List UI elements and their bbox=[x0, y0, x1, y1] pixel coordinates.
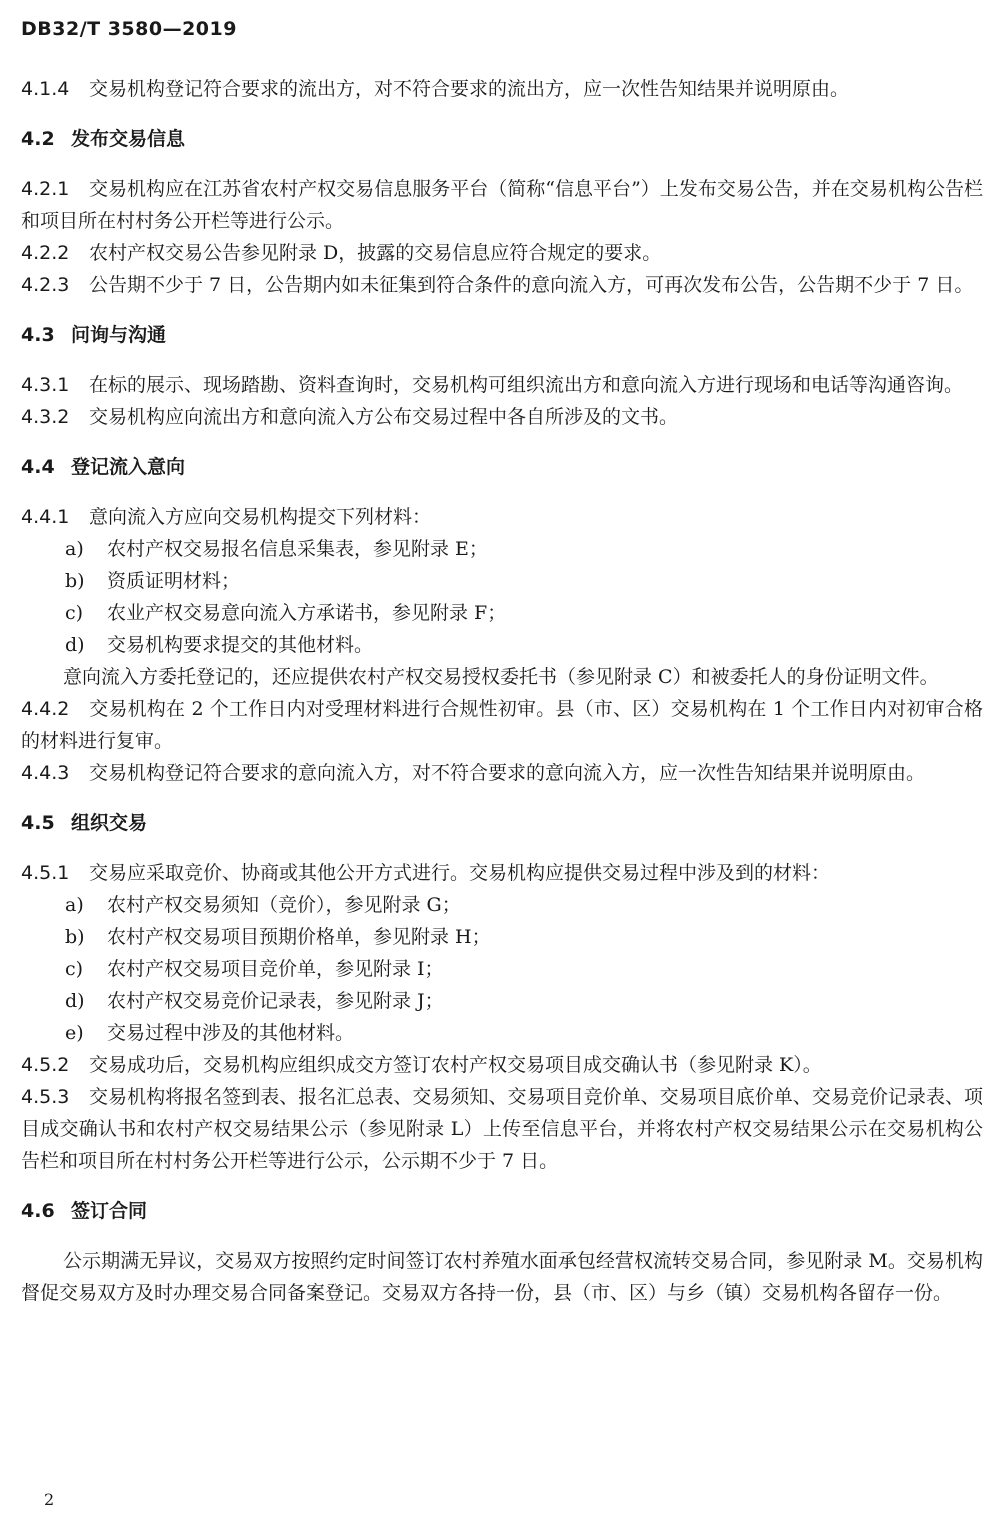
clause-number: 4.3.1 bbox=[21, 374, 70, 396]
list-item-text: 农村产权交易项目预期价格单，参见附录 H； bbox=[107, 926, 491, 948]
clause-4-5-1 bbox=[21, 857, 983, 889]
section-heading-4-4 bbox=[21, 451, 983, 483]
clause-4-3-1 bbox=[21, 369, 983, 401]
clause-number: 4.2.2 bbox=[21, 242, 70, 264]
clause-4-3-2 bbox=[21, 401, 983, 433]
document-body bbox=[21, 73, 983, 1309]
list-marker: d) bbox=[65, 990, 85, 1012]
list-item-text: 农村产权交易须知（竞价），参见附录 G； bbox=[107, 894, 461, 916]
clause-4-5-3 bbox=[21, 1081, 983, 1177]
list-marker: c) bbox=[65, 958, 84, 980]
clause-4-4-3 bbox=[21, 757, 983, 789]
list-marker: e) bbox=[65, 1022, 84, 1044]
clause-text: 交易机构应在江苏省农村产权交易信息服务平台（简称“信息平台”）上发布交易公告，并在交易机构公告栏和项目所在村村务公开栏等进行公示。 bbox=[21, 178, 983, 232]
list-item-text: 农村产权交易项目竞价单，参见附录 I； bbox=[107, 958, 444, 980]
standard-code-header: DB32/T 3580—2019 bbox=[21, 18, 237, 40]
section-number: 4.6 bbox=[21, 1200, 55, 1222]
list-item-text: 农村产权交易报名信息采集表，参见附录 E； bbox=[107, 538, 488, 560]
clause-text: 公告期不少于 7 日，公告期内如未征集到符合条件的意向流入方，可再次发布公告，公告期不少于 7 日。 bbox=[89, 274, 974, 296]
list-item-text: 农业产权交易意向流入方承诺书，参见附录 F； bbox=[107, 602, 507, 624]
clause-4-4-1-note: 意向流入方委托登记的，还应提供农村产权交易授权委托书（参见附录 C）和被委托人的身份证明文件。 bbox=[63, 666, 939, 688]
list-item bbox=[21, 953, 983, 985]
clause-text: 交易机构登记符合要求的流出方，对不符合要求的流出方，应一次性告知结果并说明原由。 bbox=[89, 78, 850, 100]
clause-4-2-2 bbox=[21, 237, 983, 269]
section-title: 发布交易信息 bbox=[71, 128, 186, 150]
list-marker: c) bbox=[65, 602, 84, 624]
list-item bbox=[21, 921, 983, 953]
list-marker: a) bbox=[65, 538, 84, 560]
clause-text: 交易机构应向流出方和意向流入方公布交易过程中各自所涉及的文书。 bbox=[89, 406, 679, 428]
list-marker: d) bbox=[65, 634, 85, 656]
list-marker: b) bbox=[65, 570, 85, 592]
section-title: 组织交易 bbox=[71, 812, 148, 834]
clause-number: 4.3.2 bbox=[21, 406, 70, 428]
clause-number: 4.2.3 bbox=[21, 274, 70, 296]
section-heading-4-5 bbox=[21, 807, 983, 839]
clause-number: 4.5.3 bbox=[21, 1086, 70, 1108]
clause-number: 4.4.1 bbox=[21, 506, 70, 528]
section-title: 登记流入意向 bbox=[71, 456, 186, 478]
list-item-text: 农村产权交易竞价记录表，参见附录 J； bbox=[107, 990, 444, 1012]
clause-number: 4.5.2 bbox=[21, 1054, 70, 1076]
list-item-text: 资质证明材料； bbox=[107, 570, 241, 592]
clause-text: 交易应采取竞价、协商或其他公开方式进行。交易机构应提供交易过程中涉及到的材料： bbox=[89, 862, 831, 884]
section-heading-4-6 bbox=[21, 1195, 983, 1227]
clause-text: 交易成功后，交易机构应组织成交方签订农村产权交易项目成交确认书（参见附录 K）。 bbox=[89, 1054, 822, 1076]
section-title: 签订合同 bbox=[71, 1200, 148, 1222]
clause-4-6-text: 公示期满无异议，交易双方按照约定时间签订农村养殖水面承包经营权流转交易合同，参见附录 M。交易机构督促交易双方及时办理交易合同备案登记。交易双方各持一份，县（市、区）与乡（镇）交易机构各留存一份。 bbox=[21, 1250, 983, 1304]
list-item bbox=[21, 889, 983, 921]
clause-text: 农村产权交易公告参见附录 D，披露的交易信息应符合规定的要求。 bbox=[89, 242, 662, 264]
clause-4-2-1 bbox=[21, 173, 983, 237]
list-item bbox=[21, 985, 983, 1017]
clause-4-4-1 bbox=[21, 501, 983, 533]
list-item bbox=[21, 565, 983, 597]
section-title: 问询与沟通 bbox=[71, 324, 167, 346]
clause-number: 4.4.2 bbox=[21, 698, 70, 720]
list-item-text: 交易过程中涉及的其他材料。 bbox=[107, 1022, 355, 1044]
clause-4-1-4 bbox=[21, 73, 983, 105]
clause-number: 4.5.1 bbox=[21, 862, 70, 884]
section-number: 4.3 bbox=[21, 324, 55, 346]
list-marker: b) bbox=[65, 926, 85, 948]
clause-4-5-2 bbox=[21, 1049, 983, 1081]
list-marker: a) bbox=[65, 894, 84, 916]
section-heading-4-2 bbox=[21, 123, 983, 155]
clause-text: 交易机构登记符合要求的意向流入方，对不符合要求的意向流入方，应一次性告知结果并说明原由。 bbox=[89, 762, 926, 784]
clause-number: 4.4.3 bbox=[21, 762, 70, 784]
clause-number: 4.1.4 bbox=[21, 78, 70, 100]
clause-4-2-3 bbox=[21, 269, 983, 301]
list-item bbox=[21, 597, 983, 629]
clause-4-4-2 bbox=[21, 693, 983, 757]
section-number: 4.4 bbox=[21, 456, 55, 478]
clause-text: 在标的展示、现场踏勘、资料查询时，交易机构可组织流出方和意向流入方进行现场和电话等沟通咨询。 bbox=[89, 374, 964, 396]
list-item bbox=[21, 1017, 983, 1049]
list-item bbox=[21, 533, 983, 565]
clause-text: 意向流入方应向交易机构提交下列材料： bbox=[89, 506, 432, 528]
clause-text: 交易机构将报名签到表、报名汇总表、交易须知、交易项目竞价单、交易项目底价单、交易竞价记录表、项目成交确认书和农村产权交易结果公示（参见附录 L）上传至信息平台，并将农村产权交易结果公示在交易机构公告栏和项目所在村村务公开栏等进行公示，公示期不少于 7 日。 bbox=[21, 1086, 983, 1172]
list-item-text: 交易机构要求提交的其他材料。 bbox=[107, 634, 374, 656]
section-heading-4-3 bbox=[21, 319, 983, 351]
list-item bbox=[21, 629, 983, 661]
section-number: 4.5 bbox=[21, 812, 55, 834]
page-number: 2 bbox=[44, 1490, 55, 1509]
clause-number: 4.2.1 bbox=[21, 178, 70, 200]
section-number: 4.2 bbox=[21, 128, 55, 150]
clause-text: 交易机构在 2 个工作日内对受理材料进行合规性初审。县（市、区）交易机构在 1 个工作日内对初审合格的材料进行复审。 bbox=[21, 698, 983, 752]
